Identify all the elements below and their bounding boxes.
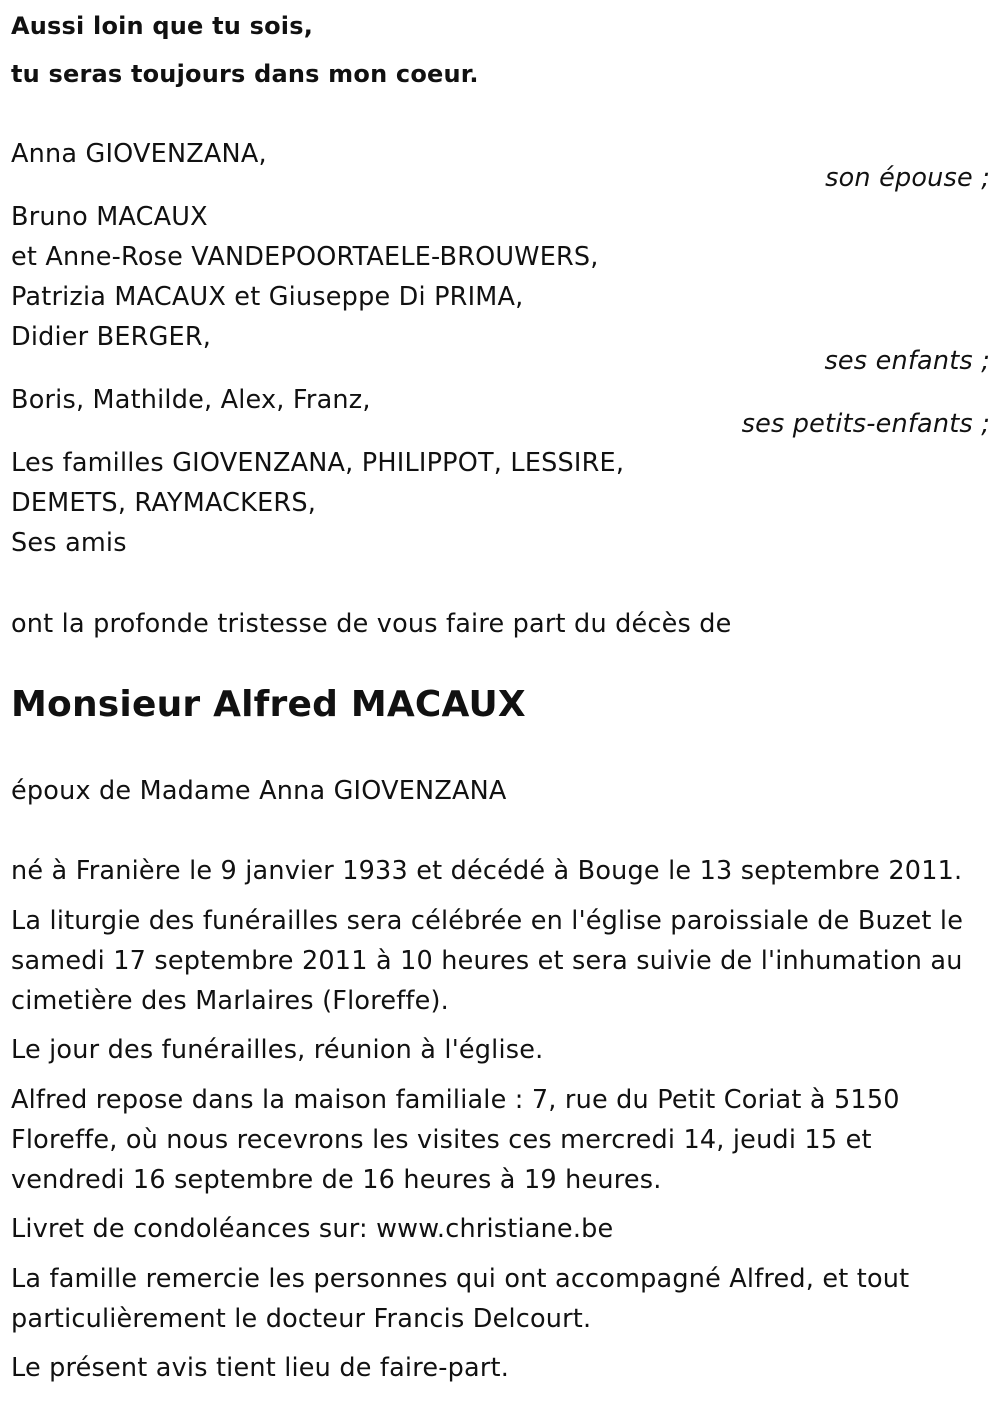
grandchildren-role: ses petits-enfants ; <box>741 409 990 439</box>
spouse-role: son épouse ; <box>825 163 990 193</box>
liturgy-line-2: samedi 17 septembre 2011 à 10 heures et sera suivie de l'inhumation au <box>11 946 963 976</box>
families-line-2: DEMETS, RAYMACKERS, <box>11 488 317 518</box>
thanks-line-2: particulièrement le docteur Francis Delcourt. <box>11 1304 592 1334</box>
thanks-line-1: La famille remercie les personnes qui ont accompagné Alfred, et tout <box>11 1264 910 1294</box>
children-line-3: Patrizia MACAUX et Giuseppe Di PRIMA, <box>11 282 524 312</box>
rest-line-1: Alfred repose dans la maison familiale : 7, rue du Petit Coriat à 5150 <box>11 1085 900 1115</box>
rest-line-3: vendredi 16 septembre de 16 heures à 19 heures. <box>11 1165 662 1195</box>
spouse-name: Anna GIOVENZANA, <box>11 139 267 169</box>
birth-death-line: né à Franière le 9 janvier 1933 et décédé à Bouge le 13 septembre 2011. <box>11 856 963 886</box>
deceased-spouse-of: époux de Madame Anna GIOVENZANA <box>11 776 507 806</box>
liturgy-line-3: cimetière des Marlaires (Floreffe). <box>11 986 449 1016</box>
friends-line: Ses amis <box>11 528 127 558</box>
notice-line: Le présent avis tient lieu de faire-part. <box>11 1353 510 1383</box>
condolences-line: Livret de condoléances sur: www.christiane.be <box>11 1214 614 1244</box>
liturgy-line-1: La liturgie des funérailles sera célébrée en l'église paroissiale de Buzet le <box>11 906 964 936</box>
rest-line-2: Floreffe, où nous recevrons les visites ces mercredi 14, jeudi 15 et <box>11 1125 872 1155</box>
epigraph-line-2: tu seras toujours dans mon coeur. <box>11 60 479 88</box>
children-role: ses enfants ; <box>824 346 990 376</box>
deceased-name: Monsieur Alfred MACAUX <box>11 684 526 725</box>
families-line-1: Les familles GIOVENZANA, PHILIPPOT, LESSIRE, <box>11 448 625 478</box>
grandchildren-names: Boris, Mathilde, Alex, Franz, <box>11 385 371 415</box>
announcement-text: ont la profonde tristesse de vous faire part du décès de <box>11 609 732 639</box>
meeting-line: Le jour des funérailles, réunion à l'église. <box>11 1035 544 1065</box>
children-line-2: et Anne-Rose VANDEPOORTAELE-BROUWERS, <box>11 242 599 272</box>
children-line-1: Bruno MACAUX <box>11 202 208 232</box>
children-line-4: Didier BERGER, <box>11 322 212 352</box>
epigraph-line-1: Aussi loin que tu sois, <box>11 12 314 40</box>
